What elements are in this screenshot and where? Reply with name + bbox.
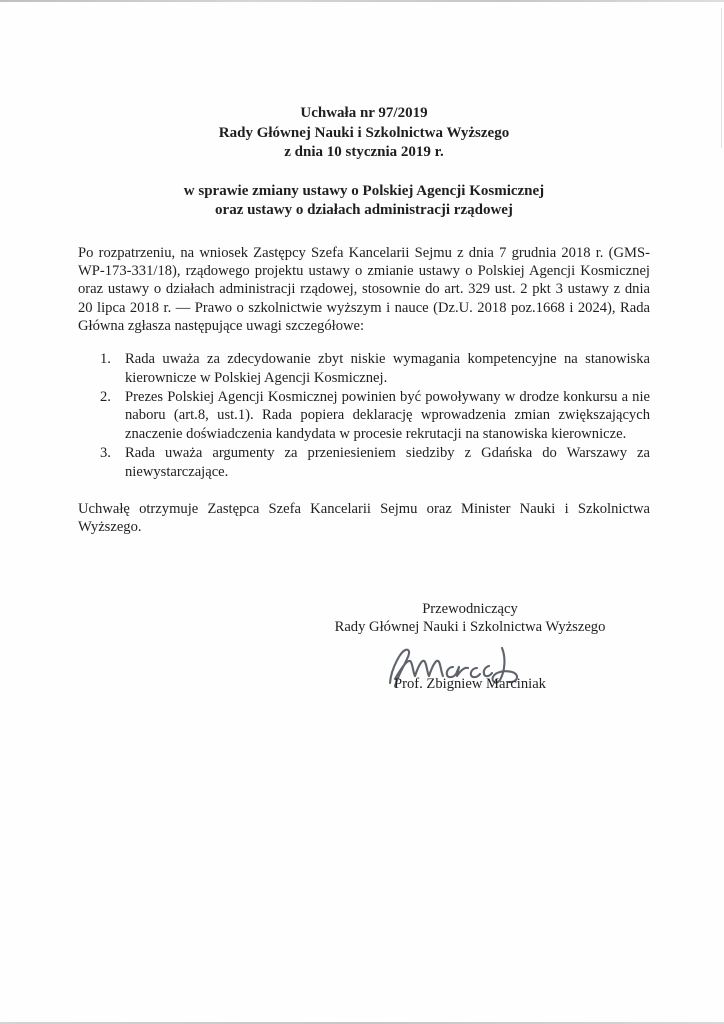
intro-paragraph: Po rozpatrzeniu, na wniosek Zastępcy Szefa Kancelarii Sejmu z dnia 7 grudnia 2018 r. (GMS-WP-173-331/18), rządowego projektu ustawy o zmianie ustawy o Polskiej Agencji Kosmicznej oraz ustawy o działach administracji rządowej, stosownie do art. 329 ust. 2 pkt 3 ustawy z dnia 20 lipca 2018 r. — Prawo o szkolnictwie wyższym i nauce (Dz.U. 2018 poz.1668 i 2024), Rada Główna zgłasza następujące uwagi szczegółowe: (78, 244, 650, 335)
signatory-name: Prof. Zbigniew Marciniak (394, 675, 546, 692)
remark-item-3 (100, 444, 650, 481)
council-name: Rady Głównej Nauki i Szkolnictwa Wyższego (218, 124, 510, 141)
remark-text-3: Rada uważa argumenty za przeniesieniem siedziby z Gdańska do Warszawy za niewystarczające. (125, 445, 650, 480)
remarks-list (78, 350, 650, 481)
signature-block (305, 600, 635, 694)
closing-paragraph: Uchwałę otrzymuje Zastępca Szefa Kancelarii Sejmu oraz Minister Nauki i Szkolnictwa Wyższego. (78, 500, 650, 536)
signatory-organization: Rady Głównej Nauki i Szkolnictwa Wyższego (334, 619, 606, 636)
remark-item-1 (100, 350, 650, 387)
resolution-date: z dnia 10 stycznia 2019 r. (284, 144, 444, 160)
signatory-role: Przewodniczący (422, 600, 518, 617)
remark-text-2: Prezes Polskiej Agencji Kosmicznej powinien być powoływany w drodze konkursu a nie naboru (art.8, ust.1). Rada popiera deklarację wprowadzenia zmian zwiększających znaczenie doświadczenia kandydata w procesie rekrutacji na stanowiska kierownicze. (125, 388, 650, 442)
subject-line-1: w sprawie zmiany ustawy o Polskiej Agencji Kosmicznej (183, 182, 545, 199)
resolution-title-block (78, 104, 650, 163)
remark-text-1: Rada uważa za zdecydowanie zbyt niskie wymagania kompetencyjne na stanowiska kierownicze w Polskiej Agencji Kosmicznej. (125, 351, 650, 386)
document-content (78, 0, 650, 693)
resolution-number: Uchwała nr 97/2019 (300, 105, 428, 121)
resolution-subject-block (78, 182, 650, 221)
subject-line-2: oraz ustawy o działach administracji rządowej (215, 202, 513, 218)
remark-number-2: 2. (100, 388, 111, 405)
remark-number-1: 1. (100, 351, 111, 368)
remark-number-3: 3. (100, 445, 111, 462)
remark-item-2 (100, 388, 650, 443)
scan-edge-right (721, 8, 722, 148)
